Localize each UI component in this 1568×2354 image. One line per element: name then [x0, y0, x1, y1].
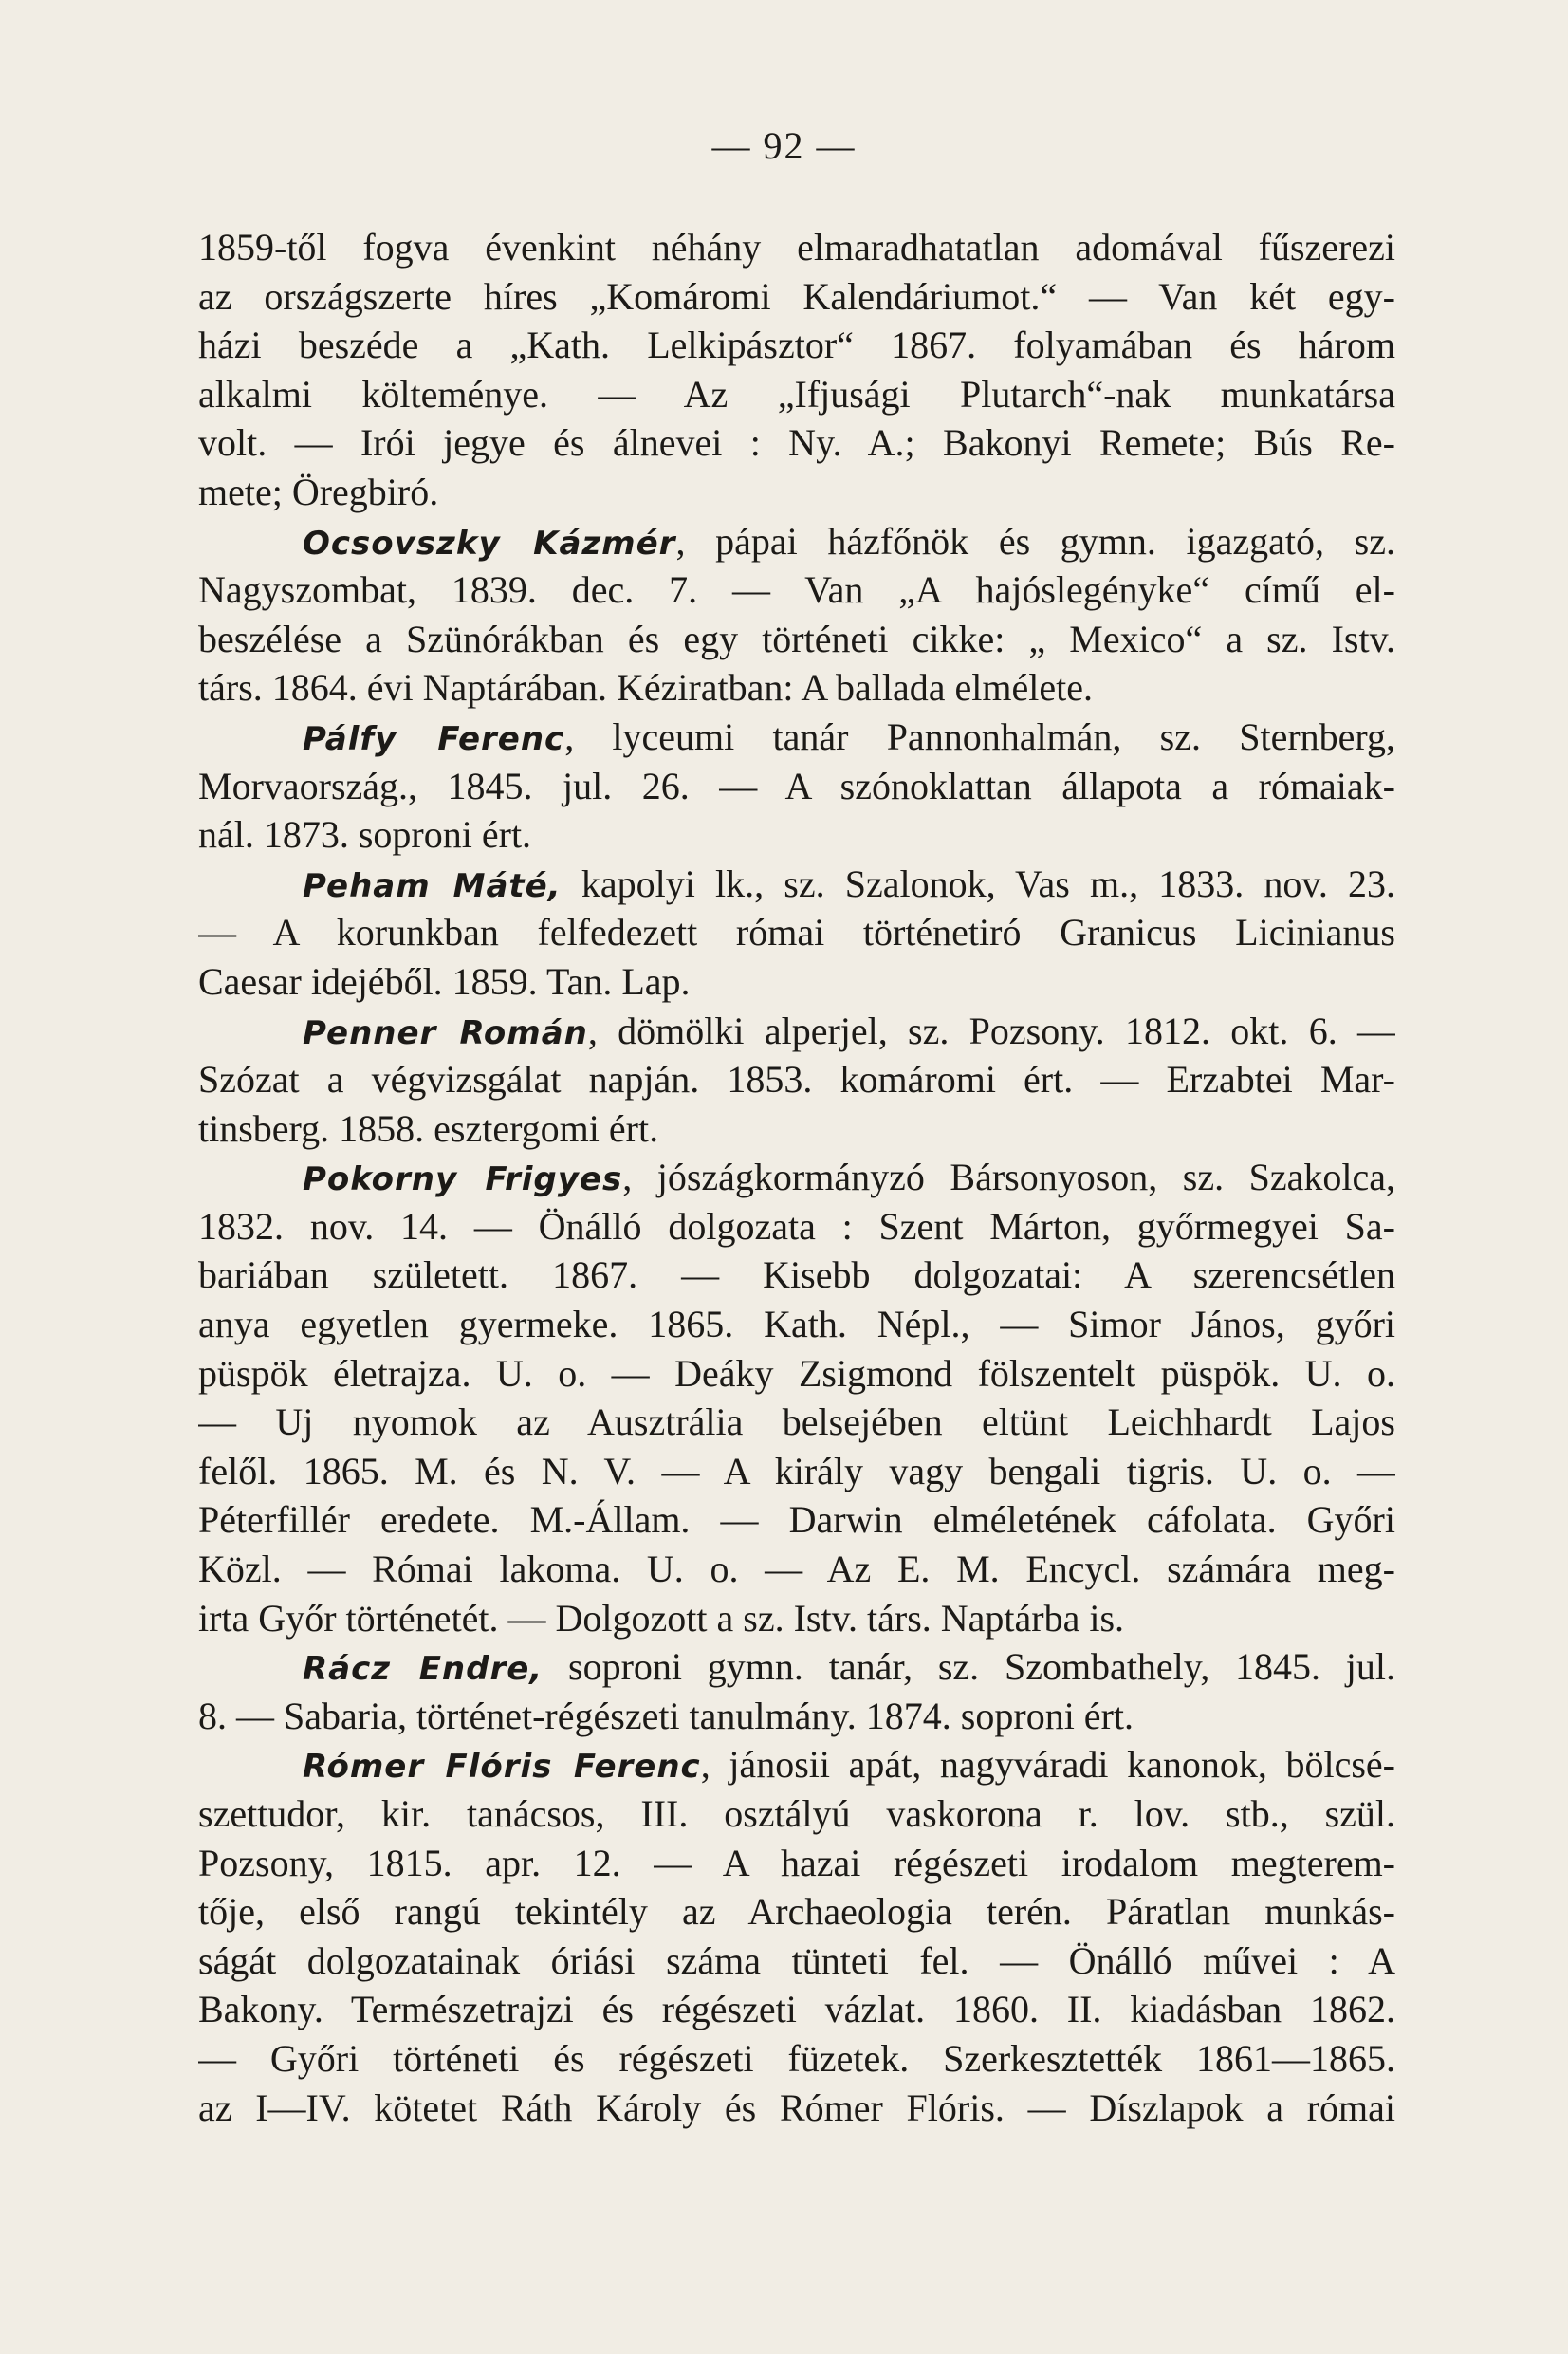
line-text: bariában született. 1867. — Kisebb dolgozatai: A szerencsétlen [198, 1253, 1395, 1297]
line-text: Szózat a végvizsgálat napján. 1853. komáromi ért. — Erzabtei Mar- [198, 1058, 1395, 1102]
line-text: mete; Öregbiró. [198, 470, 439, 513]
body-text [198, 223, 1395, 2132]
line-text: az I—IV. kötetet Ráth Károly és Rómer Flóris. — Díszlapok a római [198, 2085, 1395, 2129]
line-text: püspök életrajza. U. o. — Deáky Zsigmond fölszentelt püspök. U. o. [198, 1351, 1395, 1395]
page-number: — 92 — [711, 124, 857, 167]
text-line [198, 1839, 1395, 1888]
line-text: 1859-től fogva évenkint néhány elmaradhatatlan adomával fűszerezi [198, 226, 1395, 269]
line-text: — Uj nyomok az Ausztrália belsejében eltünt Leichhardt Lajos [198, 1400, 1395, 1444]
entry-first-line [198, 1153, 1395, 1202]
line-text: Péterfillér eredete. M.-Állam. — Darwin elméletének cáfolata. Győri [198, 1498, 1395, 1542]
entry-name: Rómer Flóris Ferenc [303, 1748, 701, 1787]
text-line [198, 370, 1395, 419]
text-line [198, 1251, 1395, 1300]
text-line [198, 957, 1395, 1007]
text-line [198, 1887, 1395, 1937]
line-text: nál. 1873. soproni ért. [198, 813, 532, 857]
text-line [198, 1692, 1395, 1741]
text-line [198, 2034, 1395, 2084]
line-text: volt. — Irói jegye és álnevei : Ny. A.; Bakonyi Remete; Bús Re- [198, 421, 1395, 465]
line-text: Nagyszombat, 1839. dec. 7. — Van „A hajóslegényke“ című el- [198, 568, 1395, 612]
text-line [198, 1104, 1395, 1154]
line-text: , dömölki alperjel, sz. Pozsony. 1812. okt. 6. — [587, 1009, 1395, 1052]
text-line [198, 1495, 1395, 1545]
entry-first-line [198, 860, 1395, 909]
text-line [198, 1349, 1395, 1399]
line-text: , pápai házfőnök és gymn. igazgató, sz. [675, 519, 1395, 563]
text-line [198, 1985, 1395, 2034]
entry-first-line [198, 1740, 1395, 1789]
line-text: tője, első rangú tekintély az Archaeologia terén. Páratlan munkás- [198, 1890, 1395, 1934]
text-line [198, 1447, 1395, 1496]
text-line [198, 663, 1395, 713]
line-text: felől. 1865. M. és N. V. — A király vagy bengali tigris. U. o. — [198, 1449, 1395, 1492]
text-line [198, 418, 1395, 468]
line-text: 1832. nov. 14. — Önálló dolgozata : Szent Márton, győrmegyei Sa- [198, 1204, 1395, 1248]
text-line [198, 565, 1395, 615]
line-text: anya egyetlen gyermeke. 1865. Kath. Népl., — Simor János, győri [198, 1303, 1395, 1346]
text-line [198, 468, 1395, 517]
text-line [198, 810, 1395, 860]
line-text: — A korunkban felfedezett római történetiró Granicus Licinianus [198, 911, 1395, 955]
entry-first-line [198, 1007, 1395, 1056]
text-line [198, 1398, 1395, 1447]
text-line [198, 2084, 1395, 2133]
line-text: társ. 1864. évi Naptárában. Kéziratban: A ballada elmélete. [198, 666, 1093, 710]
line-text: , jánosii apát, nagyváradi kanonok, bölcsé- [700, 1743, 1395, 1787]
line-text: kapolyi lk., sz. Szalonok, Vas m., 1833. nov. 23. [561, 862, 1395, 905]
text-line [198, 1789, 1395, 1839]
entry-name: Pokorny Frigyes [303, 1160, 623, 1199]
line-text: Morvaország., 1845. jul. 26. — A szónoklattan állapota a rómaiak- [198, 764, 1395, 807]
text-line [198, 908, 1395, 957]
line-text: soproni gymn. tanár, sz. Szombathely, 1845. jul. [543, 1645, 1395, 1689]
entry-first-line [198, 517, 1395, 566]
line-text: tinsberg. 1858. esztergomi ért. [198, 1106, 659, 1150]
text-line [198, 762, 1395, 811]
text-line [198, 1545, 1395, 1594]
entry-first-line [198, 1642, 1395, 1692]
text-line [198, 1055, 1395, 1104]
line-text: — Győri történeti és régészeti füzetek. Szerkesztették 1861—1865. [198, 2036, 1395, 2080]
line-text: Pozsony, 1815. apr. 12. — A hazai régészeti irodalom megterem- [198, 1841, 1395, 1884]
text-line [198, 1300, 1395, 1349]
text-line [198, 1202, 1395, 1251]
line-text: , lyceumi tanár Pannonhalmán, sz. Sternberg, [564, 714, 1395, 758]
entry-name: Rácz Endre, [303, 1650, 544, 1689]
text-line [198, 1594, 1395, 1643]
line-text: Közl. — Római lakoma. U. o. — Az E. M. Encycl. számára meg- [198, 1548, 1395, 1591]
line-text: házi beszéde a „Kath. Lelkipásztor“ 1867. folyamában és három [198, 324, 1395, 367]
line-text: 8. — Sabaria, történet-régészeti tanulmány. 1874. soproni ért. [198, 1694, 1134, 1737]
line-text: , jószágkormányzó Bársonyoson, sz. Szakolca, [622, 1156, 1395, 1199]
entry-name: Peham Máté, [303, 866, 562, 905]
line-text: beszélése a Szünórákban és egy történeti cikke: „ Mexico“ a sz. Istv. [198, 617, 1395, 660]
text-line [198, 223, 1395, 272]
text-line [198, 321, 1395, 370]
entry-name: Pálfy Ferenc [303, 719, 565, 758]
text-line [198, 272, 1395, 322]
line-text: alkalmi költeménye. — Az „Ifjusági Plutarch“-nak munkatársa [198, 372, 1395, 416]
text-line [198, 615, 1395, 664]
line-text: Bakony. Természetrajzi és régészeti vázlat. 1860. II. kiadásban 1862. [198, 1988, 1395, 2031]
line-text: ságát dolgozatainak óriási száma tünteti fel. — Önálló művei : A [198, 1938, 1395, 1982]
line-text: Caesar idejéből. 1859. Tan. Lap. [198, 959, 691, 1003]
entry-first-line [198, 713, 1395, 762]
line-text: az országszerte híres „Komáromi Kalendáriumot.“ — Van két egy- [198, 274, 1395, 318]
text-line [198, 1937, 1395, 1986]
line-text: szettudor, kir. tanácsos, III. osztályú vaskorona r. lov. stb., szül. [198, 1792, 1395, 1835]
entry-name: Ocsovszky Kázmér [303, 524, 676, 563]
line-text: irta Győr történetét. — Dolgozott a sz. Istv. társ. Naptárba is. [198, 1596, 1125, 1640]
entry-name: Penner Román [303, 1013, 588, 1052]
